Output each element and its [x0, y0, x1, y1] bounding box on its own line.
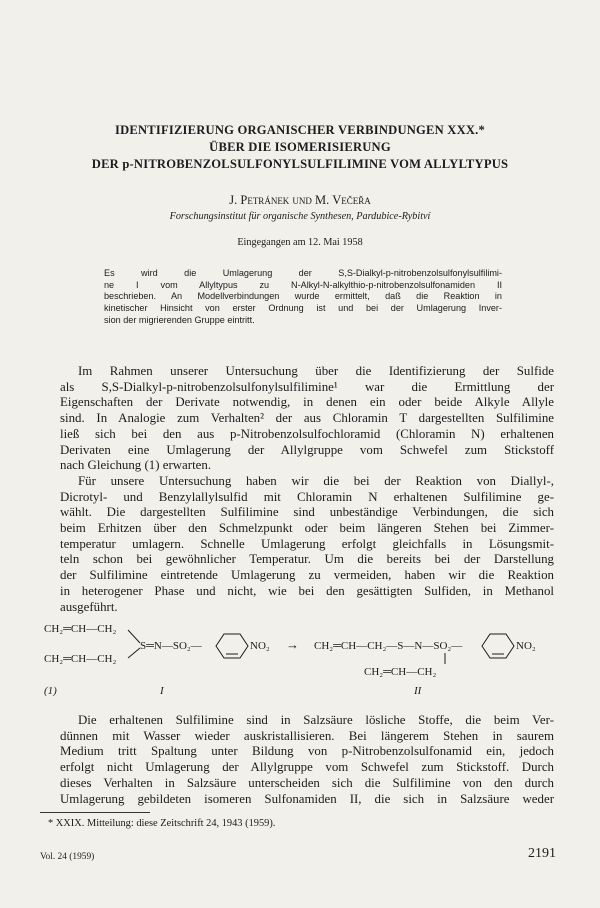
allyl-group-top: CH₂═CH—CH₂ [44, 623, 117, 635]
bond-top [128, 630, 140, 643]
abstract-line: ne I vom Allyltypus zu N-Alkyl-N-alkylthio-p-nitrobenzolsulfonamiden II [104, 279, 502, 290]
body-line: Umlagerung gebildeten isomeren Sulfonamiden II, die sich in Salzsäure weder [60, 791, 554, 806]
body-line: beim Erhitzen über den Schmelzpunkt oder beim längeren Stehen bei Zimmer- [60, 521, 554, 536]
allyl-group-bottom: CH₂═CH—CH₂ [44, 653, 117, 665]
body-line: erfolgt nicht Umlagerung der Allylgruppe vom Schwefel zum Stickstoff. Durch [60, 760, 554, 775]
body-line: sind. In Analogie zum Verhalten² der aus Chloramin T dargestellten Sulfilimine [60, 411, 554, 426]
page-number: 2191 [528, 846, 556, 861]
title-line: IDENTIFIZIERUNG ORGANISCHER VERBINDUNGEN XXX.* [114, 123, 486, 137]
compound-label-II: II [414, 685, 422, 697]
authors: J. Petránek und M. Večeřa [229, 193, 371, 207]
body-line: Für unsere Untersuchung haben wir die bei der Reaktion von Diallyl-, [78, 473, 554, 488]
body-line: wählt. Die dargestellten Sulfilimine sind unbeständige Verbindungen, die sich [60, 505, 554, 520]
body-line: dieses Verhalten in Salzsäure unterscheiden sich die Sulfilimine von den durch [60, 775, 554, 790]
body-line: ließ sich bei den aus p-Nitrobenzolsulfochloramid (Chloramin N) erhaltenen [60, 426, 554, 441]
equation-label: (1) [44, 685, 57, 697]
nitro-group-right: NO₂ [516, 640, 536, 652]
sulfilimine-chain: S═N—SO₂— [140, 640, 202, 652]
compound-label-I: I [160, 685, 164, 697]
body-line: Eigenschaften der Derivate notwendig, in denen ein oder beide Alkyle Allyle [60, 395, 554, 410]
received-date: Eingegangen am 12. Mai 1958 [237, 237, 363, 248]
reaction-scheme [0, 612, 600, 702]
abstract [104, 268, 502, 327]
body-line: Derivaten eine Umlagerung der Allylgruppe vom Schwefel zum Stickstoff [60, 442, 554, 457]
body-line: Im Rahmen unserer Untersuchung über die Identifizierung der Sulfide [78, 364, 554, 378]
body-line: in heterogener Phase und nicht, wie bei den gesättigten Sulfiden, in Methanol [60, 583, 554, 598]
title-line: DER p-NITROBENZOLSULFONYLSULFILIMINE VOM ALLYLTYPUS [91, 157, 509, 171]
abstract-line: Es wird die Umlagerung der S,S-Dialkyl-p-nitrobenzolsulfonylsulfilimi- [104, 268, 502, 278]
body-line: ausgeführt. [60, 599, 118, 614]
body-line: temperatur umlagern. Schnelle Umlagerung erfolgt gleichfalls in Lösungsmit- [60, 536, 554, 551]
body-line: als S,S-Dialkyl-p-nitrobenzolsulfonylsulfilimine¹ war die Ermittlung der [60, 379, 554, 394]
nitro-group-left: NO₂ [250, 640, 270, 652]
body-text-continued [60, 713, 554, 807]
reaction-arrow: → [286, 637, 299, 652]
body-line: Dicrotyl- und Benzylallylsulfid mit Chloramin N erhaltenen Sulfilimine ge- [60, 489, 554, 504]
bond-bottom [128, 648, 140, 658]
body-line: dünnen mit Wasser wieder auskristallisieren. Bei längerem Stehen in saurem [60, 728, 554, 743]
allyl-substituent: CH₂═CH—CH₂ [364, 666, 437, 678]
article-title [40, 122, 560, 173]
body-line: Medium tritt Spaltung unter Bildung von p-Nitrobenzolsulfonamid ein, jedoch [60, 744, 554, 759]
body-line: nach Gleichung (1) erwarten. [60, 458, 212, 473]
body-text [60, 364, 554, 615]
body-line: Die erhaltenen Sulfilimine sind in Salzsäure lösliche Stoffe, die beim Ver- [78, 713, 554, 727]
abstract-line: kinetischer Hinsicht von erster Ordnung ist und bei der Umlagerung Inver- [104, 303, 502, 314]
footnote-rule [40, 812, 150, 813]
abstract-line: sion der migrierenden Gruppe eintritt. [104, 314, 255, 325]
title-line: ÜBER DIE ISOMERISIERUNG [209, 140, 391, 154]
body-line: teln schon bei gewöhnlicher Temperatur. Um die bereits bei der Darstellung [60, 552, 554, 567]
affiliation: Forschungsinstitut für organische Synthesen, Pardubice-Rybitví [169, 211, 431, 222]
sulfonamide-chain: CH₂═CH—CH₂—S—N—SO₂— [314, 640, 463, 652]
volume-info: Vol. 24 (1959) [40, 852, 95, 862]
footnote: * XXIX. Mitteilung: diese Zeitschrift 24, 1943 (1959). [48, 818, 276, 829]
abstract-line: beschrieben. An Modellverbindungen wurde ermittelt, daß die Reaktion in [104, 291, 502, 302]
body-line: der Sulfilimine eintretende Umlagerung zu vermeiden, haben wir die Reaktion [60, 568, 554, 583]
